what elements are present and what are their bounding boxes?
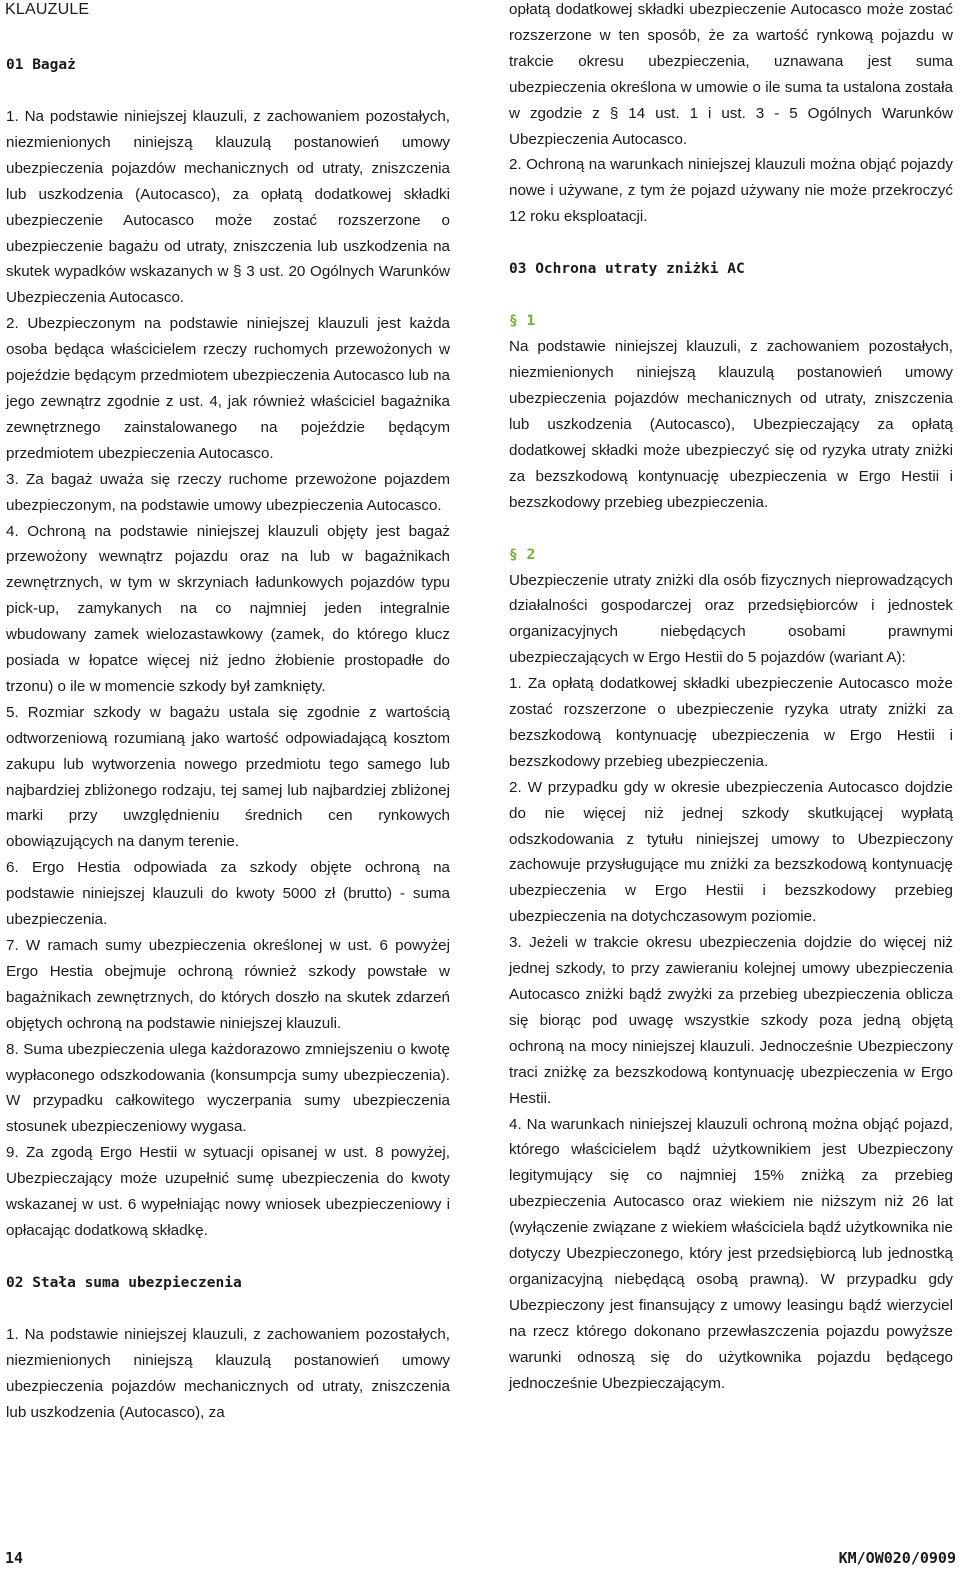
section-01-paragraph-1: 1. Na podstawie niniejszej klauzuli, z zachowaniem pozostałych, niezmienionych niniejszą klauzulą postanowień umowy ubezpieczenia pojazdów mechanicznych od utraty, zniszczenia lub uszkodzenia (Autocasco), za opłatą dodatkowej składki ubezpieczenie Autocasco może zostać rozszerzone o ubezpieczenie bagażu od utraty, zniszczenia lub uszkodzenia na skutek wypadków wskazanych w § 3 ust. 20 Ogólnych Warunków Ubezpieczenia Autocasco. <box>6 108 450 307</box>
paragraph-1-heading: § 1 <box>509 313 536 330</box>
page-number: 14 <box>5 1549 24 1567</box>
paragraph-2-heading: § 2 <box>509 546 536 563</box>
section-02-paragraph-2: 2. Ochroną na warunkach niniejszej klauzuli można objąć pojazdy nowe i używane, z tym że pojazd używany nie może przekroczyć 12 roku eksploatacji. <box>509 156 953 226</box>
paragraph-2-point-4: 4. Na warunkach niniejszej klauzuli ochroną można objąć pojazd, którego właścicielem bądź użytkownikiem jest Ubezpieczony legitymujący się co najmniej 15% zniżką za przebieg ubezpieczenia Autocasco oraz wiekiem nie niższym niż 26 lat (wyłączenie związane z wiekiem właściciela bądź użytkownika nie dotyczy Ubezpieczonego, który jest przedsiębiorcą lub jednostką organizacyjną niebędącą osobą prawną). W przypadku gdy Ubezpieczony jest finansujący z umowy leasingu bądź wierzyciel na rzecz którego dokonano przewłaszczenia pojazdu powyższe warunki odnoszą się do użytkownika pojazdu będącego jednocześnie Ubezpieczającym. <box>509 1115 953 1392</box>
spacer <box>6 1296 450 1322</box>
section-01-paragraph-4: 4. Ochroną na podstawie niniejszej klauzuli objęty jest bagaż przewożony wewnątrz pojazdu oraz na lub w bagażnikach zewnętrznych, w tym w skrzyniach ładunkowych pojazdów typu pick-up, zamykanych na co najmniej jeden integralnie wbudowany zamek wielozastawkowy (zamek, do którego klucz posiada w łopatce więcej niż jedno żłobienie prostopadłe do trzonu) o ile w momencie szkody był zamknięty. <box>6 522 450 695</box>
paragraph-1-text: Na podstawie niniejszej klauzuli, z zachowaniem pozostałych, niezmienionych niniejszą klauzulą postanowień umowy ubezpieczenia pojazdów mechanicznych od utraty, zniszczenia lub uszkodzenia (Autocasco), Ubezpieczający za opłatą dodatkowej składki może ubezpieczyć się od ryzyka utraty zniżki za bezszkodową kontynuację ubezpieczenia w Ergo Hestii i bezszkodowy przebieg ubezpieczenia. <box>509 338 953 511</box>
section-01-paragraph-7: 7. W ramach sumy ubezpieczenia określonej w ust. 6 powyżej Ergo Hestia obejmuje ochroną również szkody powstałe w bagażnikach zewnętrznych, do których doszło na skutek zdarzeń objętych ochroną na podstawie niniejszej klauzuli. <box>6 937 450 1032</box>
spacer <box>6 78 450 104</box>
section-01-paragraph-2: 2. Ubezpieczonym na podstawie niniejszej klauzuli jest każda osoba będąca właścicielem rzeczy ruchomych przewożonych w pojeździe będącym przedmiotem ubezpieczenia Autocasco lub na jego zewnątrz zgodnie z ust. 4, jak również właściciel bagażnika zewnętrznego zainstalowanego na pojeździe będącym przedmiotem ubezpieczenia Autocasco. <box>6 315 450 462</box>
section-01-paragraph-9: 9. Za zgodą Ergo Hestii w sytuacji opisanej w ust. 8 powyżej, Ubezpieczający może uzupełnić sumę ubezpieczenia do kwoty wskazanej w ust. 6 wypełniając nowy wniosek ubezpieczeniowy i opłacając dodatkową składkę. <box>6 1144 450 1239</box>
spacer <box>6 1244 450 1270</box>
section-01-paragraph-8: 8. Suma ubezpieczenia ulega każdorazowo zmniejszeniu o kwotę wypłaconego odszkodowania (konsumpcja sumy ubezpieczenia). W przypadku całkowitego wyczerpania sumy ubezpieczenia stosunek ubezpieczeniowy wygasa. <box>6 1040 450 1136</box>
section-02-paragraph-1-start: 1. Na podstawie niniejszej klauzuli, z zachowaniem pozostałych, niezmienionych niniejszą klauzulą postanowień umowy ubezpieczenia pojazdów mechanicznych od utraty, zniszczenia lub uszkodzenia (Autocasco), za <box>6 1325 450 1421</box>
section-02-paragraph-1-end: opłatą dodatkowej składki ubezpieczenie Autocasco może zostać rozszerzone w ten sposób, że za wartość rynkową pojazdu w trakcie okresu ubezpieczenia, uznawana jest suma ubezpieczenia określona w umowie o ile suma ta ustalona została w zgodzie z § 14 ust. 1 i ust. 3 - 5 Ogólnych Warunków Ubezpieczenia Autocasco. <box>509 1 953 148</box>
paragraph-2-point-1: 1. Za opłatą dodatkowej składki ubezpieczenie Autocasco może zostać rozszerzone o ubezpieczenie ryzyka utraty zniżki za bezszkodową kontynuację ubezpieczenia w Ergo Hestii i bezszkodowy przebieg ubezpieczenia. <box>509 675 953 770</box>
paragraph-2-intro: Ubezpieczenie utraty zniżki dla osób fizycznych nieprowadzących działalności gospodarczej oraz przedsiębiorców i jednostek organizacyjnych niebędących osobami prawnymi ubezpieczających w Ergo Hestii do 5 pojazdów (wariant A): <box>509 571 953 667</box>
document-code: KM/OW020/0909 <box>838 1549 956 1567</box>
section-01-paragraph-5: 5. Rozmiar szkody w bagażu ustala się zgodnie z wartością odtworzeniową rozumianą jako wartość odpowiadającą kosztom zakupu lub wytworzenia nowego przedmiotu tego samego lub najbardziej zbliżonego rodzaju, tej samej lub najbardziej zbliżonej marki przy uwzględnieniu średnich cen rynkowych obowiązujących na danym terenie. <box>6 703 450 851</box>
paragraph-2-point-3: 3. Jeżeli w trakcie okresu ubezpieczenia dojdzie do więcej niż jednej szkody, to przy zawieraniu kolejnej umowy ubezpieczenia Autocasco zniżki bądź zwyżki za przebieg ubezpieczenia oblicza się biorąc pod uwagę wszystkie szkody poza jedną objętą ochroną na mocy niniejszej klauzuli. Jednocześnie Ubezpieczony traci zniżkę za bezszkodową kontynuację ubezpieczenia w Ergo Hestii. <box>509 934 953 1107</box>
right-column <box>509 0 953 1397</box>
spacer <box>509 230 953 256</box>
spacer <box>509 282 953 308</box>
section-03-title: 03 Ochrona utraty zniżki AC <box>509 261 745 278</box>
page-header: KLAUZULE <box>5 1 90 18</box>
left-column <box>6 52 450 1426</box>
section-01-title: 01 Bagaż <box>6 57 76 73</box>
paragraph-2-point-2: 2. W przypadku gdy w okresie ubezpieczenia Autocasco dojdzie do nie więcej niż jednej szkody skutkującej wypłatą odszkodowania z tytułu niniejszej umowy to Ubezpieczony zachowuje przysługujące mu zniżki za bezszkodową kontynuację ubezpieczenia w Ergo Hestii i bezszkodowy przebieg ubezpieczenia na dotychczasowym poziomie. <box>509 778 953 926</box>
spacer <box>509 516 953 542</box>
section-01-paragraph-6: 6. Ergo Hestia odpowiada za szkody objęte ochroną na podstawie niniejszej klauzuli do kwoty 5000 zł (brutto) - suma ubezpieczenia. <box>6 859 450 929</box>
section-01-paragraph-3: 3. Za bagaż uważa się rzeczy ruchome przewożone pojazdem ubezpieczonym, na podstawie umowy ubezpieczenia Autocasco. <box>6 470 450 514</box>
section-02-title: 02 Stała suma ubezpieczenia <box>6 1274 242 1291</box>
